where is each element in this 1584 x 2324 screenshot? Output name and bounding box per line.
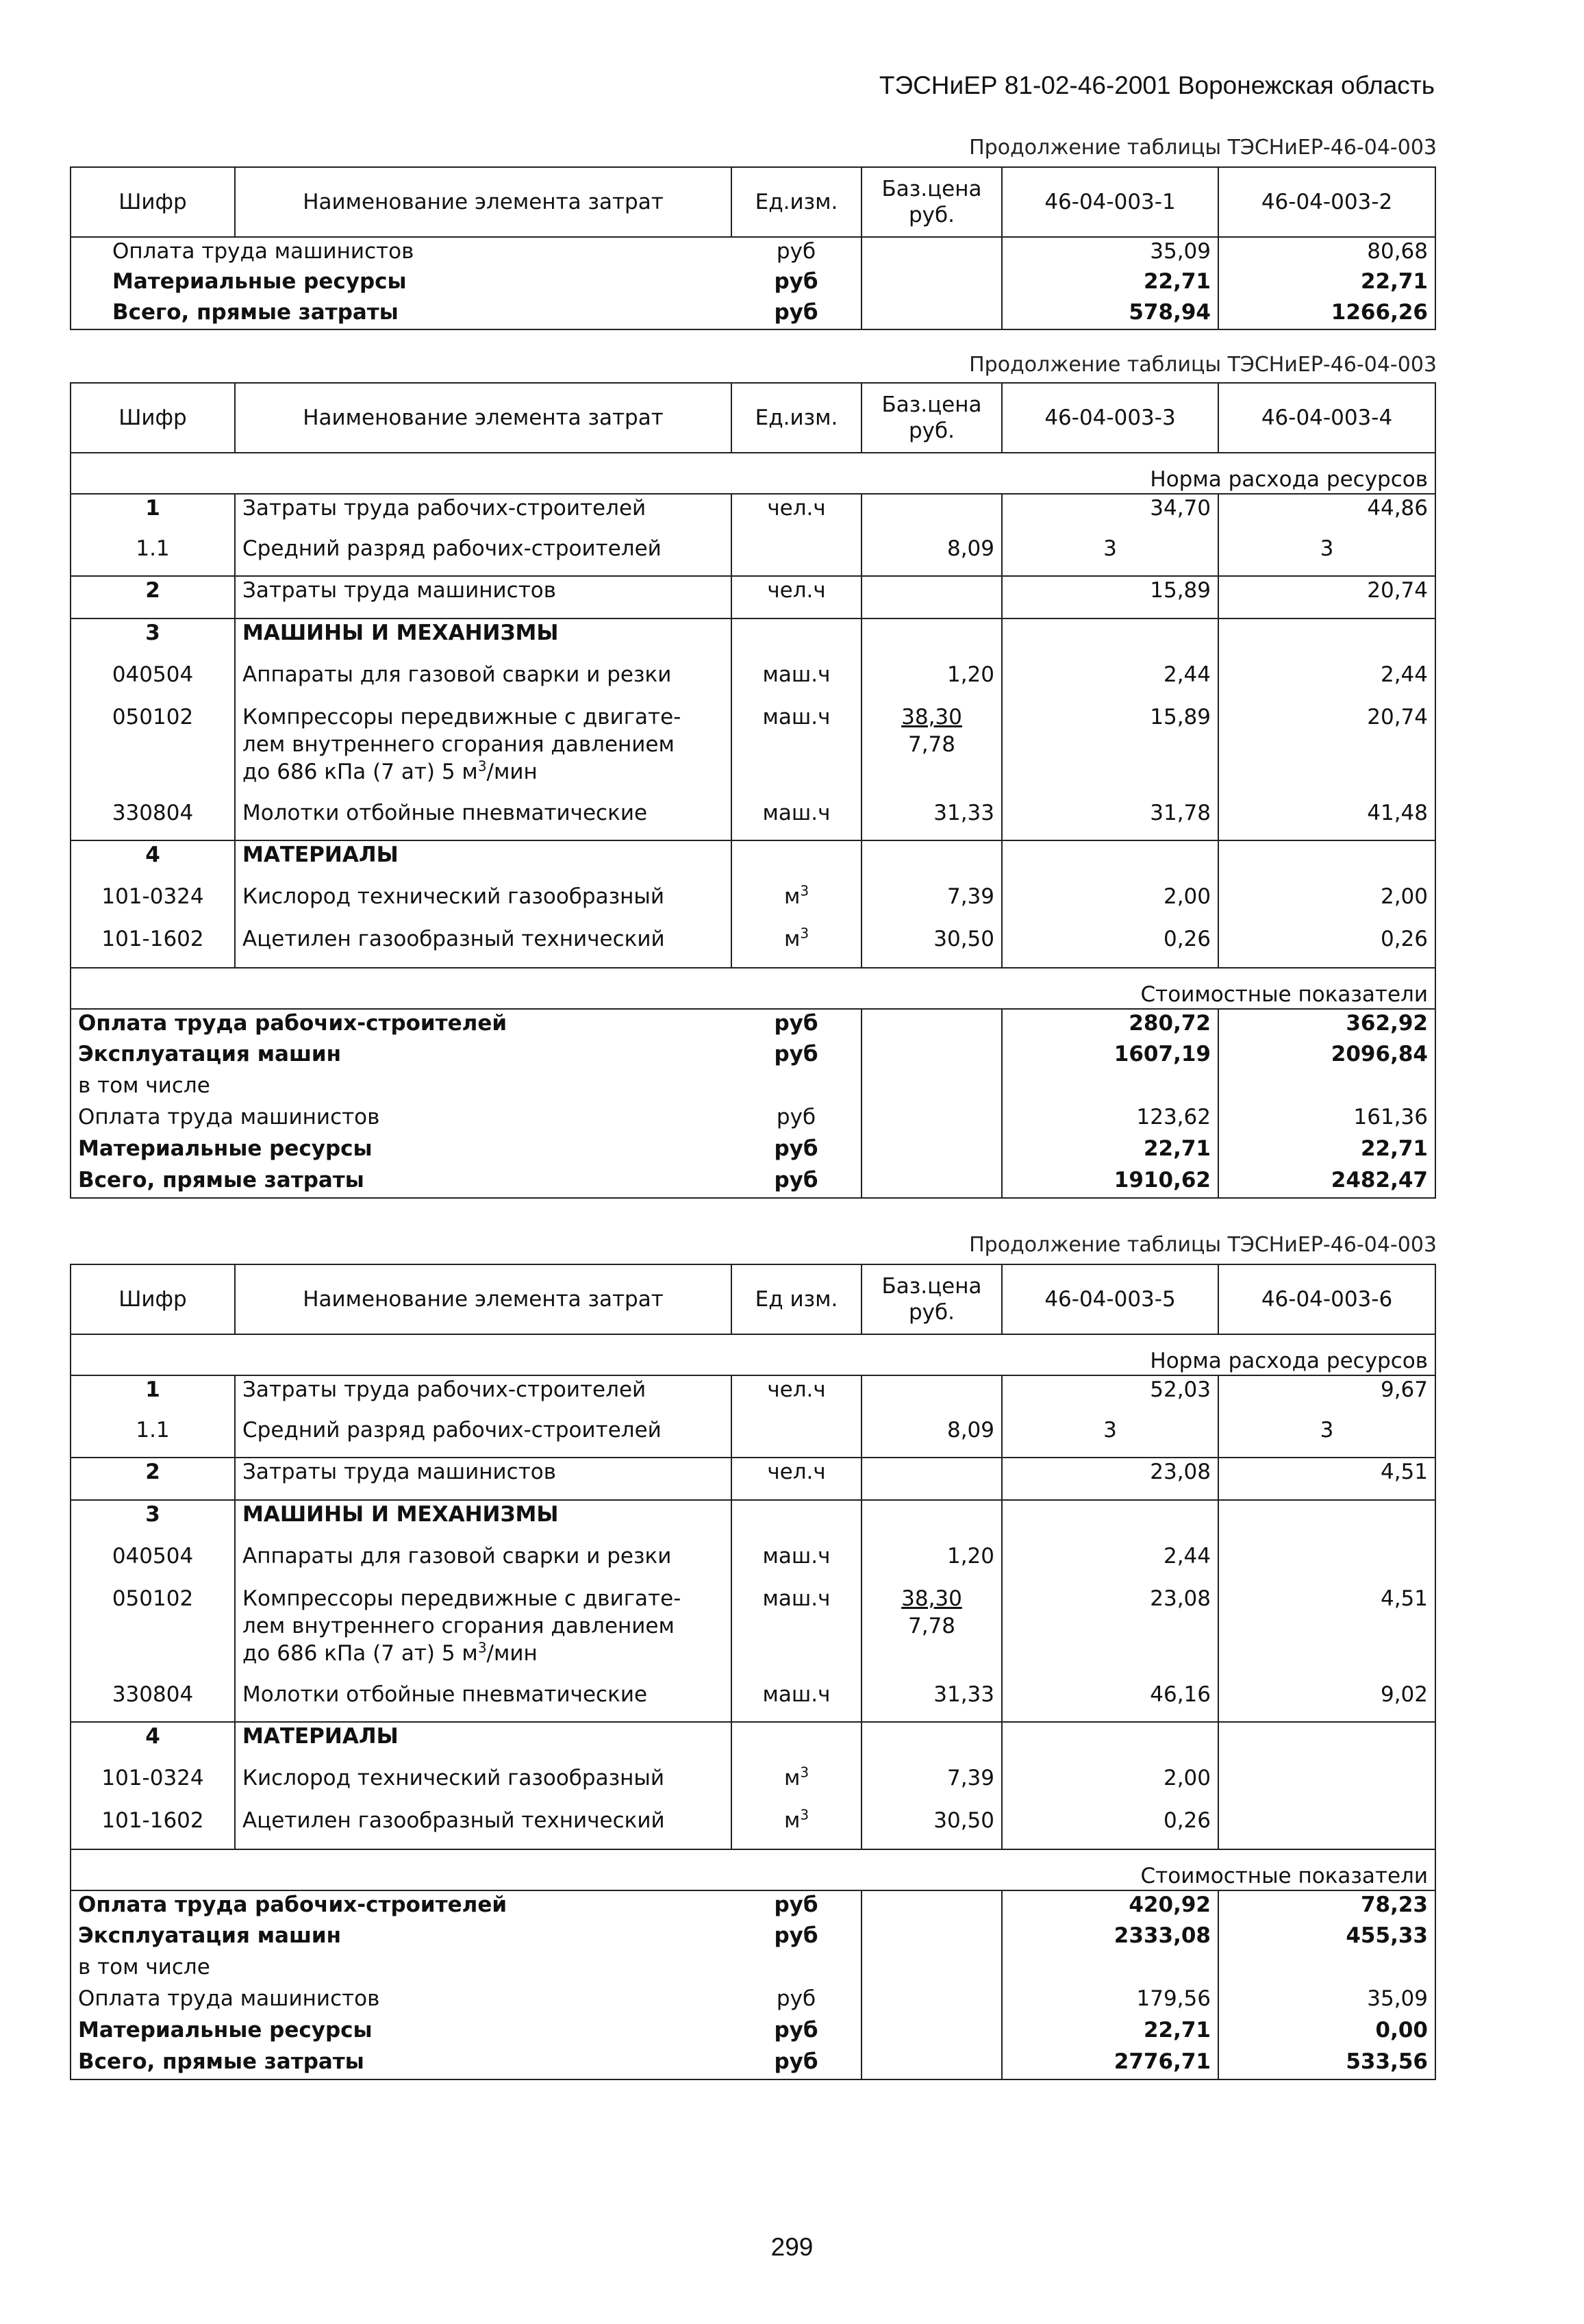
summary-row xyxy=(71,268,1435,299)
summary-name: Материальные ресурсы xyxy=(71,2016,731,2048)
row-price xyxy=(862,1375,1002,1416)
table-row xyxy=(71,883,1435,925)
col-header-v2: 46-04-003-6 xyxy=(1218,1264,1435,1334)
table-row xyxy=(71,925,1435,968)
row-unit: маш.ч xyxy=(731,1542,862,1585)
table-row xyxy=(71,1807,1435,1849)
table-row xyxy=(71,1681,1435,1722)
row-code: 2 xyxy=(71,1458,235,1500)
table-row xyxy=(71,1500,1435,1542)
row-name: Компрессоры передвижные с двигате- лем внутреннего сгорания давлением до 686 кПа (7 ат) 5 $м^3$/мин xyxy=(235,1585,731,1681)
row-v2 xyxy=(1218,1807,1435,1849)
summary-row xyxy=(71,1040,1435,1072)
row-v2: 44,86 xyxy=(1218,494,1435,535)
page-number: 299 xyxy=(770,2233,814,2261)
summary-v1: 1607,19 xyxy=(1002,1040,1218,1072)
summary-name: Материальные ресурсы xyxy=(71,1135,731,1166)
table-row xyxy=(71,1542,1435,1585)
row-unit xyxy=(731,1416,862,1458)
table-row xyxy=(71,1416,1435,1458)
summary-v2: 78,23 xyxy=(1218,1890,1435,1922)
row-name: Ацетилен газообразный технический xyxy=(235,925,731,968)
row-v2: 9,02 xyxy=(1218,1681,1435,1722)
row-unit: маш.ч xyxy=(731,1681,862,1722)
section-label-cost: Стоимостные показатели xyxy=(71,968,1435,1009)
col-header-price: Баз.цена руб. xyxy=(862,383,1002,453)
row-v1: 0,26 xyxy=(1002,1807,1218,1849)
row-price: 38,30 7,78 xyxy=(862,703,1002,799)
summary-row xyxy=(71,1135,1435,1166)
row-v1: 2,00 xyxy=(1002,1764,1218,1807)
row-unit: маш.ч xyxy=(731,703,862,799)
row-price: 30,50 xyxy=(862,1807,1002,1849)
row-code: 330804 xyxy=(71,1681,235,1722)
row-name: МАШИНЫ И МЕХАНИЗМЫ xyxy=(235,619,731,661)
col-header-unit: Ед изм. xyxy=(731,1264,862,1334)
summary-unit: руб xyxy=(731,1103,862,1135)
row-unit: чел.ч xyxy=(731,494,862,535)
row-name: Кислород технический газообразный xyxy=(235,1764,731,1807)
row-price: 7,39 xyxy=(862,1764,1002,1807)
summary-unit: руб xyxy=(731,299,862,329)
table-row xyxy=(71,1375,1435,1416)
row-name: Затраты труда машинистов xyxy=(235,1458,731,1500)
row-price: 8,09 xyxy=(862,1416,1002,1458)
summary-v1: 123,62 xyxy=(1002,1103,1218,1135)
row-code: 101-0324 xyxy=(71,1764,235,1807)
summary-row xyxy=(71,1009,1435,1040)
row-name: Молотки отбойные пневматические xyxy=(235,799,731,840)
summary-unit: руб xyxy=(731,1009,862,1040)
row-code: 101-1602 xyxy=(71,925,235,968)
section-row xyxy=(71,453,1435,494)
summary-unit: руб xyxy=(731,1135,862,1166)
summary-name: Оплата труда рабочих-строителей xyxy=(71,1890,731,1922)
row-v2: 41,48 xyxy=(1218,799,1435,840)
table-header-row xyxy=(71,383,1435,453)
col-header-name: Наименование элемента затрат xyxy=(235,1264,731,1334)
row-v2: 4,51 xyxy=(1218,1585,1435,1681)
summary-row xyxy=(71,2016,1435,2048)
col-header-price: Баз.цена руб. xyxy=(862,167,1002,237)
summary-name: в том числе xyxy=(71,1072,731,1103)
row-code: 3 xyxy=(71,619,235,661)
row-unit: чел.ч xyxy=(731,1375,862,1416)
summary-v1: 22,71 xyxy=(1002,1135,1218,1166)
row-name: Затраты труда рабочих-строителей xyxy=(235,1375,731,1416)
table-row xyxy=(71,535,1435,576)
table-row xyxy=(71,1722,1435,1764)
row-unit: $м^3$ xyxy=(731,1764,862,1807)
summary-row xyxy=(71,1922,1435,1953)
table-row xyxy=(71,799,1435,840)
summary-name: Всего, прямые затраты xyxy=(71,1166,731,1198)
col-header-v1: 46-04-003-3 xyxy=(1002,383,1218,453)
summary-row xyxy=(71,2048,1435,2079)
row-price xyxy=(862,494,1002,535)
summary-name: Всего, прямые затраты xyxy=(71,299,731,329)
row-v1: 15,89 xyxy=(1002,703,1218,799)
row-unit: чел.ч xyxy=(731,1458,862,1500)
row-code: 3 xyxy=(71,1500,235,1542)
table-row xyxy=(71,1458,1435,1500)
row-name: Затраты труда машинистов xyxy=(235,576,731,619)
summary-unit: руб xyxy=(731,1922,862,1953)
section-row xyxy=(71,1849,1435,1890)
summary-v2: 455,33 xyxy=(1218,1922,1435,1953)
row-name: Кислород технический газообразный xyxy=(235,883,731,925)
summary-unit: руб xyxy=(731,1166,862,1198)
row-name: МАТЕРИАЛЫ xyxy=(235,840,731,883)
row-name: Средний разряд рабочих-строителей xyxy=(235,535,731,576)
table-caption: Продолжение таблицы ТЭСНиЕР-46-04-003 xyxy=(969,1233,1437,1257)
summary-v1: 420,92 xyxy=(1002,1890,1218,1922)
row-v1: 2,00 xyxy=(1002,883,1218,925)
summary-v1: 22,71 xyxy=(1002,268,1218,299)
row-name: Аппараты для газовой сварки и резки xyxy=(235,661,731,703)
row-code: 1.1 xyxy=(71,1416,235,1458)
summary-row xyxy=(71,1072,1435,1103)
row-unit: $м^3$ xyxy=(731,1807,862,1849)
summary-row xyxy=(71,237,1435,268)
row-v1: 2,44 xyxy=(1002,1542,1218,1585)
summary-v2: 2096,84 xyxy=(1218,1040,1435,1072)
resource-table-1 xyxy=(70,166,1436,330)
summary-row xyxy=(71,1953,1435,1985)
row-name: Ацетилен газообразный технический xyxy=(235,1807,731,1849)
col-header-price: Баз.цена руб. xyxy=(862,1264,1002,1334)
summary-unit: руб xyxy=(731,237,862,268)
table-row xyxy=(71,661,1435,703)
summary-row xyxy=(71,1103,1435,1135)
row-v1: 0,26 xyxy=(1002,925,1218,968)
summary-v2: 22,71 xyxy=(1218,268,1435,299)
row-v2: 20,74 xyxy=(1218,703,1435,799)
row-price: 31,33 xyxy=(862,799,1002,840)
table-header-row xyxy=(71,167,1435,237)
row-v2: 9,67 xyxy=(1218,1375,1435,1416)
summary-unit: руб xyxy=(731,268,862,299)
row-v1: 31,78 xyxy=(1002,799,1218,840)
section-label-norm: Норма расхода ресурсов xyxy=(71,1334,1435,1375)
col-header-unit: Ед.изм. xyxy=(731,167,862,237)
row-name: Молотки отбойные пневматические xyxy=(235,1681,731,1722)
col-header-name: Наименование элемента затрат xyxy=(235,383,731,453)
summary-unit: руб xyxy=(731,1890,862,1922)
summary-v1: 2776,71 xyxy=(1002,2048,1218,2079)
row-unit: $м^3$ xyxy=(731,883,862,925)
row-v2: 2,00 xyxy=(1218,883,1435,925)
summary-name: Оплата труда машинистов xyxy=(71,1985,731,2016)
col-header-unit: Ед.изм. xyxy=(731,383,862,453)
summary-row xyxy=(71,299,1435,329)
summary-v1: 179,56 xyxy=(1002,1985,1218,2016)
row-code: 4 xyxy=(71,840,235,883)
row-v2: 3 xyxy=(1218,1416,1435,1458)
row-v2 xyxy=(1218,1764,1435,1807)
section-label-norm: Норма расхода ресурсов xyxy=(71,453,1435,494)
row-v1: 3 xyxy=(1002,535,1218,576)
summary-v2: 35,09 xyxy=(1218,1985,1435,2016)
section-row xyxy=(71,1334,1435,1375)
row-v1: 3 xyxy=(1002,1416,1218,1458)
row-price: 38,30 7,78 xyxy=(862,1585,1002,1681)
row-code: 4 xyxy=(71,1722,235,1764)
summary-v1: 22,71 xyxy=(1002,2016,1218,2048)
summary-row xyxy=(71,1890,1435,1922)
row-price: 7,39 xyxy=(862,883,1002,925)
row-price: 1,20 xyxy=(862,661,1002,703)
row-unit: маш.ч xyxy=(731,1585,862,1681)
row-code: 1.1 xyxy=(71,535,235,576)
row-name: Компрессоры передвижные с двигате- лем внутреннего сгорания давлением до 686 кПа (7 ат) 5 $м^3$/мин xyxy=(235,703,731,799)
summary-name: Оплата труда машинистов xyxy=(71,237,731,268)
summary-v1: 2333,08 xyxy=(1002,1922,1218,1953)
col-header-v1: 46-04-003-1 xyxy=(1002,167,1218,237)
summary-v2: 362,92 xyxy=(1218,1009,1435,1040)
row-v2: 0,26 xyxy=(1218,925,1435,968)
row-name: Затраты труда рабочих-строителей xyxy=(235,494,731,535)
col-header-code: Шифр xyxy=(71,1264,235,1334)
summary-row xyxy=(71,1985,1435,2016)
row-v1: 23,08 xyxy=(1002,1585,1218,1681)
summary-row xyxy=(71,1166,1435,1198)
table-header-row xyxy=(71,1264,1435,1334)
row-v2: 4,51 xyxy=(1218,1458,1435,1500)
row-v2: 2,44 xyxy=(1218,661,1435,703)
row-v1: 46,16 xyxy=(1002,1681,1218,1722)
table-row xyxy=(71,619,1435,661)
summary-name: Оплата труда машинистов xyxy=(71,1103,731,1135)
col-header-v2: 46-04-003-4 xyxy=(1218,383,1435,453)
summary-v1: 280,72 xyxy=(1002,1009,1218,1040)
row-v1: 34,70 xyxy=(1002,494,1218,535)
row-unit: чел.ч xyxy=(731,576,862,619)
summary-name: Эксплуатация машин xyxy=(71,1040,731,1072)
summary-name: в том числе xyxy=(71,1953,731,1985)
col-header-code: Шифр xyxy=(71,167,235,237)
row-code: 2 xyxy=(71,576,235,619)
table-row xyxy=(71,576,1435,619)
row-code: 1 xyxy=(71,494,235,535)
row-code: 330804 xyxy=(71,799,235,840)
summary-v2: 2482,47 xyxy=(1218,1166,1435,1198)
summary-v2: 161,36 xyxy=(1218,1103,1435,1135)
table-row xyxy=(71,840,1435,883)
col-header-v1: 46-04-003-5 xyxy=(1002,1264,1218,1334)
summary-name: Всего, прямые затраты xyxy=(71,2048,731,2079)
table-row xyxy=(71,494,1435,535)
summary-unit: руб xyxy=(731,1985,862,2016)
col-header-code: Шифр xyxy=(71,383,235,453)
row-unit: маш.ч xyxy=(731,799,862,840)
summary-unit: руб xyxy=(731,1040,862,1072)
summary-v2: 22,71 xyxy=(1218,1135,1435,1166)
row-v1: 2,44 xyxy=(1002,661,1218,703)
row-code: 1 xyxy=(71,1375,235,1416)
row-v1: 52,03 xyxy=(1002,1375,1218,1416)
resource-table-3 xyxy=(70,1264,1436,2080)
summary-v2: 0,00 xyxy=(1218,2016,1435,2048)
summary-unit: руб xyxy=(731,2016,862,2048)
row-v2: 3 xyxy=(1218,535,1435,576)
row-price: 31,33 xyxy=(862,1681,1002,1722)
row-code: 050102 xyxy=(71,703,235,799)
table-row xyxy=(71,703,1435,799)
summary-name: Оплата труда рабочих-строителей xyxy=(71,1009,731,1040)
section-row xyxy=(71,968,1435,1009)
summary-v1: 1910,62 xyxy=(1002,1166,1218,1198)
row-code: 050102 xyxy=(71,1585,235,1681)
summary-name: Эксплуатация машин xyxy=(71,1922,731,1953)
summary-name: Материальные ресурсы xyxy=(71,268,731,299)
row-price: 30,50 xyxy=(862,925,1002,968)
row-v2 xyxy=(1218,1542,1435,1585)
summary-v2: 533,56 xyxy=(1218,2048,1435,2079)
col-header-v2: 46-04-003-2 xyxy=(1218,167,1435,237)
row-code: 040504 xyxy=(71,1542,235,1585)
row-price: 1,20 xyxy=(862,1542,1002,1585)
summary-unit: руб xyxy=(731,2048,862,2079)
row-unit: маш.ч xyxy=(731,661,862,703)
row-name: Средний разряд рабочих-строителей xyxy=(235,1416,731,1458)
table-caption: Продолжение таблицы ТЭСНиЕР-46-04-003 xyxy=(969,353,1437,377)
row-name: Аппараты для газовой сварки и резки xyxy=(235,1542,731,1585)
summary-v2: 80,68 xyxy=(1218,237,1435,268)
section-label-cost: Стоимостные показатели xyxy=(71,1849,1435,1890)
row-code: 040504 xyxy=(71,661,235,703)
summary-v1: 35,09 xyxy=(1002,237,1218,268)
row-unit xyxy=(731,535,862,576)
col-header-name: Наименование элемента затрат xyxy=(235,167,731,237)
row-name: МАШИНЫ И МЕХАНИЗМЫ xyxy=(235,1500,731,1542)
row-code: 101-0324 xyxy=(71,883,235,925)
row-name: МАТЕРИАЛЫ xyxy=(235,1722,731,1764)
row-code: 101-1602 xyxy=(71,1807,235,1849)
row-v2: 20,74 xyxy=(1218,576,1435,619)
row-v1: 23,08 xyxy=(1002,1458,1218,1500)
summary-v2: 1266,26 xyxy=(1218,299,1435,329)
document-header: ТЭСНиЕР 81-02-46-2001 Воронежская область xyxy=(879,71,1435,99)
table-caption: Продолжение таблицы ТЭСНиЕР-46-04-003 xyxy=(969,136,1437,160)
row-unit: $м^3$ xyxy=(731,925,862,968)
summary-v1: 578,94 xyxy=(1002,299,1218,329)
row-v1: 15,89 xyxy=(1002,576,1218,619)
resource-table-2 xyxy=(70,382,1436,1199)
row-price: 8,09 xyxy=(862,535,1002,576)
table-row xyxy=(71,1764,1435,1807)
table-row xyxy=(71,1585,1435,1681)
